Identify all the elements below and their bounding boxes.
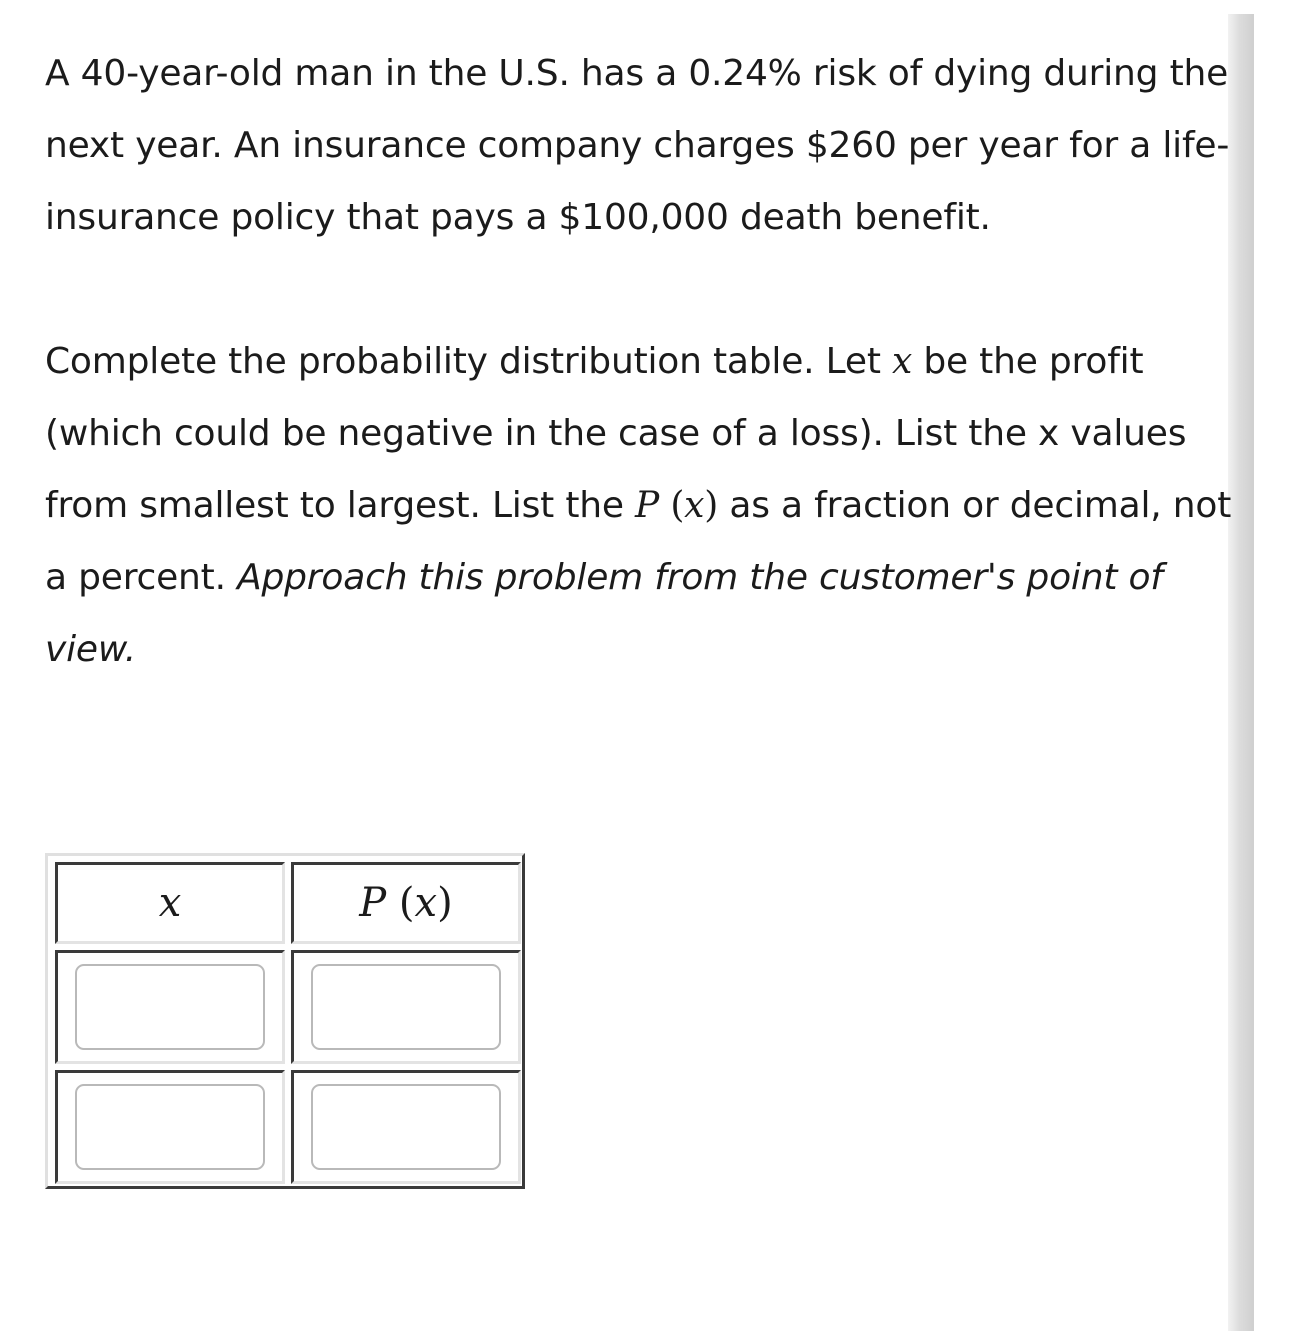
x-value-input-row-2[interactable] [75, 1084, 265, 1170]
table-row-2-p-cell [291, 1070, 521, 1184]
header-right-paren: ) [437, 880, 453, 926]
x-value-input-row-1[interactable] [75, 964, 265, 1050]
p-value-input-row-1[interactable] [311, 964, 501, 1050]
problem-statement: A 40-year-old man in the U.S. has a 0.24% risk of dying during the next year. An insurance company charges $260 per year for a life-insurance policy that pays a $100,000 death benefit. [45, 53, 1230, 238]
p-value-input-row-2[interactable] [311, 1084, 501, 1170]
header-cell-px [291, 862, 521, 944]
instructions-text-3: as a fraction or decimal, not a percent. [45, 485, 1232, 598]
instructions [45, 326, 1235, 686]
table-row-1-p-cell [291, 950, 521, 1064]
table-row-1-x-cell [55, 950, 285, 1064]
probability-distribution-table [45, 853, 525, 1189]
header-x-arg: x [414, 880, 438, 926]
instructions-emphasis: Approach this problem from the customer's point of view. [45, 557, 1163, 670]
instructions-text-1: Complete the probability distribution table. Let [45, 341, 892, 382]
math-right-paren: ) [704, 485, 719, 526]
problem-content [45, 38, 1235, 686]
math-left-paren: ( [659, 485, 685, 526]
header-px-label [359, 880, 452, 926]
table-row-2-x-cell [55, 1070, 285, 1184]
header-x-label: x [158, 880, 182, 926]
math-variable-x-arg: x [684, 485, 705, 526]
math-variable-x: x [891, 341, 913, 382]
header-P: P [359, 880, 387, 926]
header-cell-x [55, 862, 285, 944]
math-variable-P: P [635, 485, 660, 526]
instructions-text-2: be the profit (which could be negative in the case of a loss). List the x values from smallest to largest. List the [45, 341, 1187, 526]
header-left-paren: ( [386, 880, 415, 926]
